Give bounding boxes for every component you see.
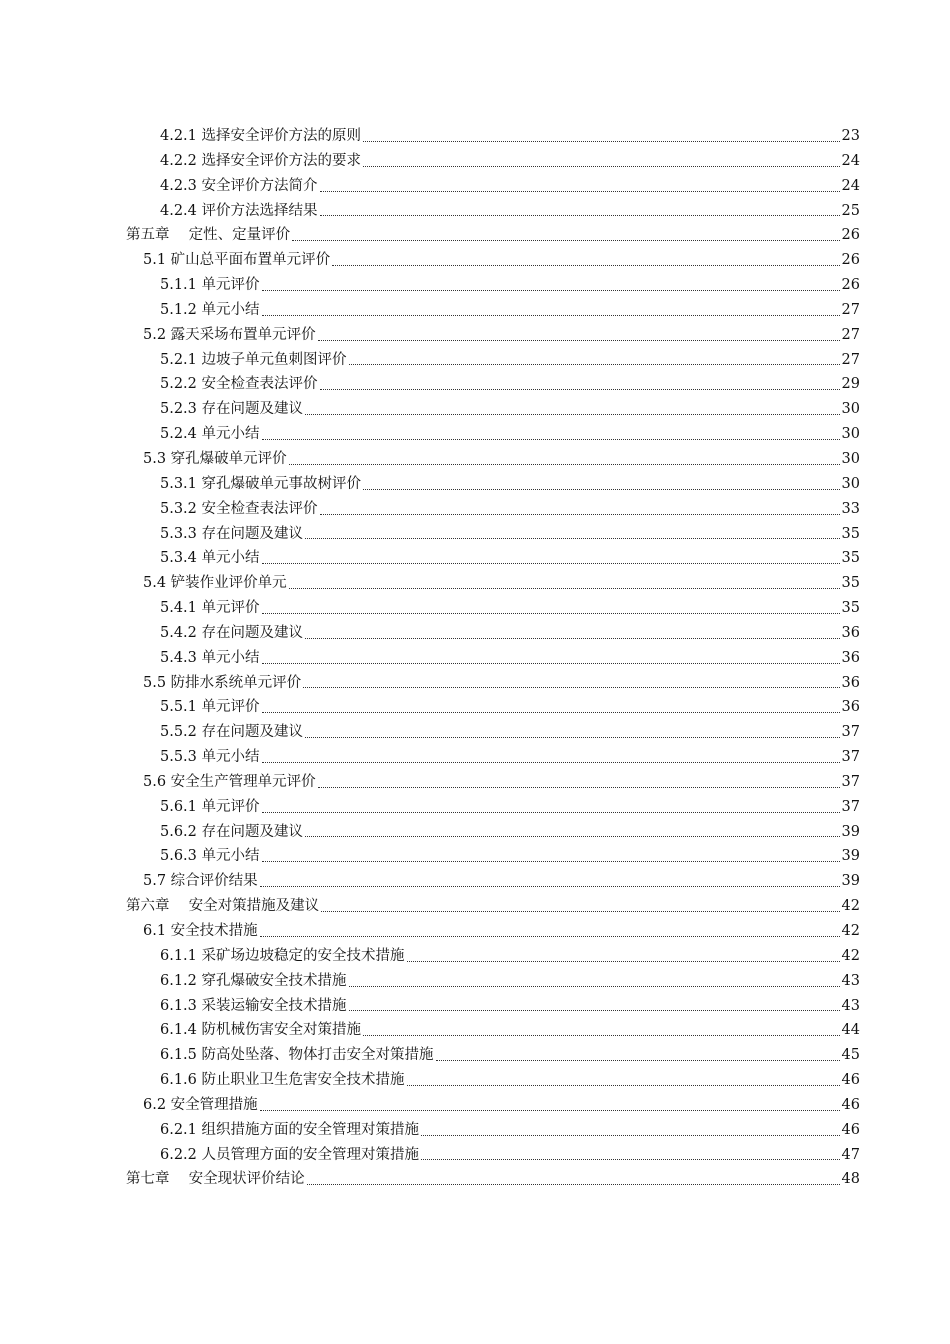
toc-entry-page-number: 35 <box>841 550 860 567</box>
dot-leader <box>262 612 840 614</box>
toc-entry[interactable] <box>126 472 860 497</box>
dot-leader <box>349 985 840 987</box>
toc-entry[interactable] <box>126 646 860 671</box>
toc-entry-page-number: 36 <box>841 649 860 666</box>
dot-leader <box>305 736 840 738</box>
dot-leader <box>320 190 840 192</box>
toc-entry-page-number: 37 <box>841 773 860 790</box>
toc-entry[interactable] <box>126 546 860 571</box>
dot-leader <box>262 438 840 440</box>
toc-entry[interactable] <box>126 894 860 919</box>
dot-leader <box>303 686 839 688</box>
dot-leader <box>318 786 840 788</box>
toc-entry-title: 5.2.1 边坡子单元鱼刺图评价 <box>160 351 347 368</box>
toc-entry-page-number: 43 <box>841 972 860 989</box>
toc-entry-page-number: 46 <box>841 1121 860 1138</box>
toc-entry-title: 5.1.2 单元小结 <box>160 301 260 318</box>
toc-entry-title: 5.6.3 单元小结 <box>160 848 260 865</box>
toc-entry-page-number: 36 <box>841 674 860 691</box>
toc-entry-title: 5.6.2 存在问题及建议 <box>160 823 304 840</box>
toc-entry[interactable] <box>126 820 860 845</box>
toc-entry-title: 6.2 安全管理措施 <box>143 1096 258 1113</box>
dot-leader <box>262 860 840 862</box>
toc-entry-page-number: 36 <box>841 624 860 641</box>
dot-leader <box>260 1109 840 1111</box>
toc-entry-page-number: 25 <box>841 202 860 219</box>
toc-entry-title: 6.2.1 组织措施方面的安全管理对策措施 <box>160 1121 420 1138</box>
toc-entry-page-number: 39 <box>841 848 860 865</box>
toc-entry-page-number: 27 <box>841 326 860 343</box>
toc-entry-page-number: 35 <box>841 600 860 617</box>
toc-entry-page-number: 44 <box>841 1022 860 1039</box>
toc-entry-title: 5.3.2 安全检查表法评价 <box>160 500 318 517</box>
dot-leader <box>436 1059 840 1061</box>
toc-entry-title: 5.5.2 存在问题及建议 <box>160 724 304 741</box>
table-of-contents <box>126 124 860 1192</box>
toc-entry-page-number: 36 <box>841 699 860 716</box>
dot-leader <box>363 1034 840 1036</box>
toc-entry-page-number: 48 <box>841 1171 860 1188</box>
toc-entry[interactable] <box>126 323 860 348</box>
toc-entry-title: 第七章 安全现状评价结论 <box>126 1171 305 1188</box>
toc-entry-title: 6.1.1 采矿场边坡稳定的安全技术措施 <box>160 947 405 964</box>
dot-leader <box>289 587 840 589</box>
toc-entry[interactable] <box>126 248 860 273</box>
toc-entry-title: 5.6 安全生产管理单元评价 <box>143 773 316 790</box>
dot-leader <box>321 910 839 912</box>
toc-entry-page-number: 42 <box>841 898 860 915</box>
dot-leader <box>262 811 840 813</box>
toc-entry[interactable] <box>126 1043 860 1068</box>
toc-entry-page-number: 35 <box>841 575 860 592</box>
toc-entry-title: 6.2.2 人员管理方面的安全管理对策措施 <box>160 1146 420 1163</box>
toc-entry-title: 6.1.4 防机械伤害安全对策措施 <box>160 1022 362 1039</box>
toc-entry[interactable] <box>126 994 860 1019</box>
dot-leader <box>305 835 840 837</box>
toc-entry[interactable] <box>126 795 860 820</box>
toc-entry-page-number: 24 <box>841 177 860 194</box>
toc-entry[interactable] <box>126 770 860 795</box>
toc-entry[interactable] <box>126 522 860 547</box>
toc-entry-title: 6.1.5 防高处坠落、物体打击安全对策措施 <box>160 1047 434 1064</box>
toc-entry-page-number: 37 <box>841 724 860 741</box>
toc-entry-page-number: 26 <box>841 252 860 269</box>
toc-entry-title: 4.2.2 选择安全评价方法的要求 <box>160 152 362 169</box>
dot-leader <box>421 1134 840 1136</box>
toc-entry[interactable] <box>126 1143 860 1168</box>
toc-entry[interactable] <box>126 1068 860 1093</box>
toc-entry-page-number: 26 <box>841 277 860 294</box>
dot-leader <box>407 1084 840 1086</box>
toc-entry[interactable] <box>126 497 860 522</box>
toc-entry[interactable] <box>126 372 860 397</box>
toc-entry[interactable] <box>126 348 860 373</box>
toc-entry-title: 5.3.4 单元小结 <box>160 550 260 567</box>
toc-entry[interactable] <box>126 422 860 447</box>
toc-entry-title: 5.2 露天采场布置单元评价 <box>143 326 316 343</box>
toc-entry-title: 5.3 穿孔爆破单元评价 <box>143 450 287 467</box>
toc-entry-page-number: 26 <box>841 227 860 244</box>
toc-entry-title: 6.1 安全技术措施 <box>143 923 258 939</box>
toc-entry-page-number: 46 <box>841 1072 860 1089</box>
toc-entry-title: 5.4.3 单元小结 <box>160 649 260 666</box>
toc-entry-page-number: 37 <box>841 749 860 766</box>
dot-leader <box>292 239 839 241</box>
toc-entry-title: 第五章 定性、定量评价 <box>126 227 291 244</box>
dot-leader <box>262 314 840 316</box>
toc-entry-page-number: 39 <box>841 823 860 840</box>
toc-entry-page-number: 43 <box>841 997 860 1014</box>
toc-entry-title: 5.5 防排水系统单元评价 <box>143 674 302 691</box>
toc-entry[interactable] <box>126 571 860 596</box>
dot-leader <box>318 339 840 341</box>
dot-leader <box>349 363 840 365</box>
toc-entry-page-number: 45 <box>841 1047 860 1064</box>
toc-entry[interactable] <box>126 199 860 224</box>
dot-leader <box>305 537 840 539</box>
toc-entry-title: 第六章 安全对策措施及建议 <box>126 898 320 915</box>
toc-entry[interactable] <box>126 745 860 770</box>
toc-entry-title: 5.3.1 穿孔爆破单元事故树评价 <box>160 475 362 492</box>
dot-leader <box>363 165 840 167</box>
dot-leader <box>407 960 840 962</box>
dot-leader <box>289 463 840 465</box>
toc-entry-page-number: 42 <box>841 923 860 939</box>
toc-entry-title: 6.1.2 穿孔爆破安全技术措施 <box>160 972 347 989</box>
toc-entry-page-number: 39 <box>841 873 860 890</box>
toc-entry-title: 5.5.1 单元评价 <box>160 699 260 716</box>
toc-entry[interactable] <box>126 720 860 745</box>
toc-entry-page-number: 30 <box>841 475 860 492</box>
toc-entry-title: 4.2.1 选择安全评价方法的原则 <box>160 128 362 144</box>
toc-entry-page-number: 46 <box>841 1096 860 1113</box>
toc-entry[interactable] <box>126 397 860 422</box>
toc-entry[interactable] <box>126 695 860 720</box>
toc-entry-title: 4.2.4 评价方法选择结果 <box>160 202 318 219</box>
toc-entry-title: 5.2.2 安全检查表法评价 <box>160 376 318 393</box>
toc-entry-page-number: 23 <box>841 128 860 144</box>
toc-entry-title: 5.4.1 单元评价 <box>160 600 260 617</box>
dot-leader <box>307 1183 840 1185</box>
toc-entry[interactable] <box>126 1018 860 1043</box>
toc-entry[interactable] <box>126 223 860 248</box>
toc-entry[interactable] <box>126 844 860 869</box>
toc-entry-page-number: 29 <box>841 376 860 393</box>
dot-leader <box>363 488 840 490</box>
toc-entry-title: 5.2.3 存在问题及建议 <box>160 401 304 418</box>
dot-leader <box>305 413 840 415</box>
toc-entry-title: 5.2.4 单元小结 <box>160 426 260 443</box>
toc-entry[interactable] <box>126 1167 860 1192</box>
toc-entry-page-number: 30 <box>841 450 860 467</box>
toc-entry-page-number: 42 <box>841 947 860 964</box>
toc-entry[interactable] <box>126 149 860 174</box>
toc-entry-page-number: 30 <box>841 426 860 443</box>
dot-leader <box>349 1009 840 1011</box>
toc-entry-title: 5.3.3 存在问题及建议 <box>160 525 304 542</box>
toc-entry[interactable] <box>126 124 860 149</box>
dot-leader <box>363 140 840 142</box>
dot-leader <box>320 388 840 390</box>
dot-leader <box>262 662 840 664</box>
toc-entry[interactable] <box>126 447 860 472</box>
dot-leader <box>260 885 840 887</box>
toc-entry[interactable] <box>126 969 860 994</box>
dot-leader <box>260 935 840 937</box>
dot-leader <box>262 562 840 564</box>
toc-entry-page-number: 24 <box>841 152 860 169</box>
toc-entry-title: 5.6.1 单元评价 <box>160 798 260 815</box>
toc-entry-title: 5.1 矿山总平面布置单元评价 <box>143 252 331 269</box>
toc-entry[interactable] <box>126 919 860 944</box>
toc-entry[interactable] <box>126 869 860 894</box>
toc-entry[interactable] <box>126 273 860 298</box>
toc-entry-title: 5.1.1 单元评价 <box>160 277 260 294</box>
toc-entry[interactable] <box>126 1118 860 1143</box>
toc-entry-page-number: 27 <box>841 301 860 318</box>
toc-entry-page-number: 47 <box>841 1146 860 1163</box>
toc-entry[interactable] <box>126 174 860 199</box>
dot-leader <box>305 637 840 639</box>
toc-entry-title: 4.2.3 安全评价方法简介 <box>160 177 318 194</box>
toc-entry-title: 5.7 综合评价结果 <box>143 873 258 890</box>
toc-entry[interactable] <box>126 671 860 696</box>
dot-leader <box>320 214 840 216</box>
dot-leader <box>332 264 839 266</box>
toc-entry-page-number: 37 <box>841 798 860 815</box>
toc-entry-title: 5.4 铲装作业评价单元 <box>143 575 287 592</box>
toc-entry-page-number: 33 <box>841 500 860 517</box>
dot-leader <box>262 711 840 713</box>
toc-entry-title: 6.1.3 采装运输安全技术措施 <box>160 997 347 1014</box>
toc-entry[interactable] <box>126 1093 860 1118</box>
toc-entry-page-number: 30 <box>841 401 860 418</box>
toc-entry[interactable] <box>126 298 860 323</box>
dot-leader <box>320 513 840 515</box>
toc-entry[interactable] <box>126 621 860 646</box>
toc-entry-page-number: 35 <box>841 525 860 542</box>
toc-entry[interactable] <box>126 596 860 621</box>
toc-entry-title: 6.1.6 防止职业卫生危害安全技术措施 <box>160 1072 405 1089</box>
dot-leader <box>262 289 840 291</box>
dot-leader <box>262 761 840 763</box>
toc-entry[interactable] <box>126 944 860 969</box>
dot-leader <box>421 1158 840 1160</box>
toc-entry-title: 5.5.3 单元小结 <box>160 749 260 766</box>
toc-entry-page-number: 27 <box>841 351 860 368</box>
toc-entry-title: 5.4.2 存在问题及建议 <box>160 624 304 641</box>
